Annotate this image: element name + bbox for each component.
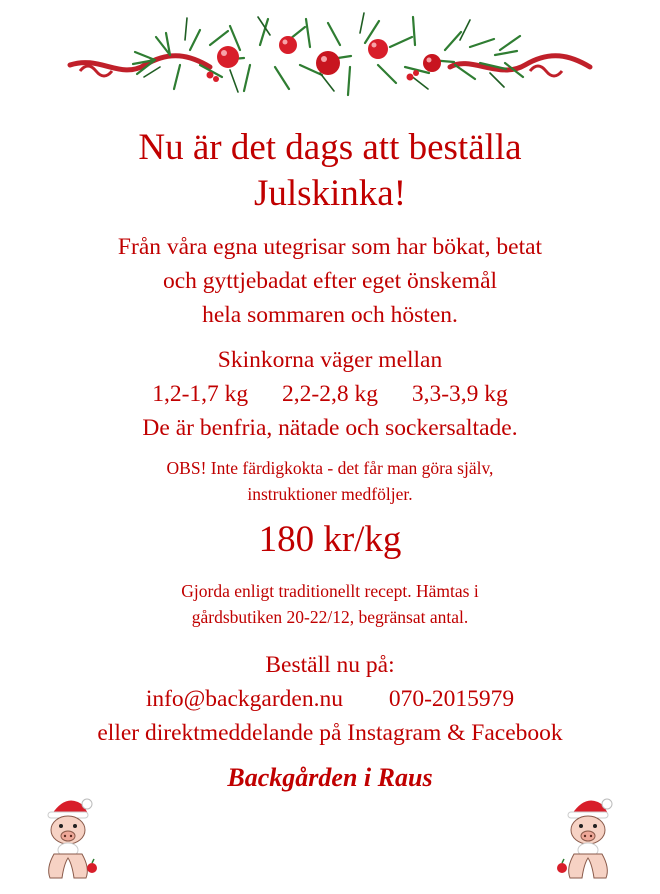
headline [0,125,660,217]
weight-option: 2,2-2,8 kg [282,381,378,407]
weight-option: 3,3-3,9 kg [411,381,508,407]
weights-options [0,377,660,411]
order-alternative: eller direktmeddelande på Instagram & Facebook [97,720,563,746]
farm-name: Backgården i Raus [227,763,433,792]
notice-line-1: OBS! Inte färdigkokta - det får man göra själv, [166,458,494,478]
christmas-garland-decoration [60,5,600,115]
intro-line-2: och gyttjebadat efter eget önskemål [162,268,498,294]
intro-line-3: hela sommaren och hösten. [202,302,458,328]
phone-number[interactable]: 070-2015979 [388,686,515,712]
pickup-line-1: Gjorda enligt traditionellt recept. Hämtas i [181,581,479,601]
email-link[interactable]: info@backgarden.nu [145,686,343,712]
intro-paragraph [0,230,660,332]
headline-line-1: Nu är det dags att beställa [138,127,522,168]
notice-line-2: instruktioner medföljer. [247,484,413,504]
weight-option: 1,2-1,7 kg [152,381,249,407]
intro-line-1: Från våra egna utegrisar som har bökat, betat [117,234,543,260]
santa-pig-icon [32,792,102,880]
weights-label: Skinkorna väger mellan [217,347,443,373]
contact-row [0,682,660,716]
pickup-line-2: gårdsbutiken 20-22/12, begränsat antal. [191,607,469,627]
weights-description: De är benfria, nätade och sockersaltade. [142,415,518,441]
pickup-info [0,578,660,630]
cooking-notice [0,455,660,507]
price: 180 kr/kg [258,519,402,560]
order-contact [0,648,660,750]
santa-pig-icon [552,792,622,880]
weights-section [0,343,660,445]
order-label: Beställ nu på: [265,652,395,678]
headline-line-2: Julskinka! [253,173,407,214]
